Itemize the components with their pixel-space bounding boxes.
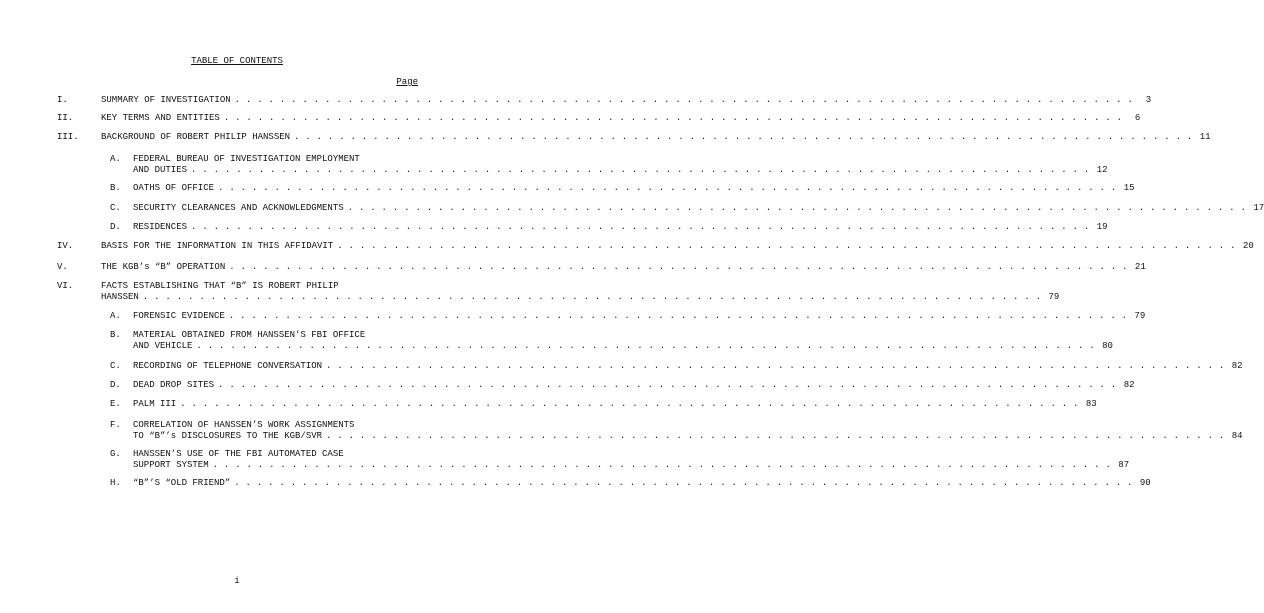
toc-entry-page: 11 (1199, 132, 1211, 142)
toc-entry-number: II. (57, 113, 74, 123)
toc-entry-number: F. (110, 420, 121, 430)
dot-leader: . . . . . . . . . . . . . . . . . . . . . . . . . . . . . . . . . . . . . . . . . . . . . . . . . . . . . . . . . . . . . . . . . . . . . . . . . . . . . . . . (228, 311, 1128, 321)
dot-leader: . . . . . . . . . . . . . . . . . . . . . . . . . . . . . . . . . . . . . . . . . . . . . . . . . . . . . . . . . . . . . . . . . . . . . . . . . . . . . . . . (191, 165, 1090, 175)
dot-leader: . . . . . . . . . . . . . . . . . . . . . . . . . . . . . . . . . . . . . . . . . . . . . . . . . . . . . . . . . . . . . . . . . . . . . . . . . . . . . . . . (142, 292, 1042, 302)
toc-entry-page: 6 (1134, 113, 1141, 123)
toc-entry-number: D. (110, 380, 121, 390)
toc-entry-text: MATERIAL OBTAINED FROM HANSSEN’S FBI OFFICE (133, 330, 366, 340)
toc-entry-page: 82 (1123, 380, 1135, 390)
dot-leader: . . . . . . . . . . . . . . . . . . . . . . . . . . . . . . . . . . . . . . . . . . . . . . . . . . . . . . . . . . . . . . . . . . . . . . . . . . . . . . . . (218, 380, 1117, 390)
toc-entry-text: DEAD DROP SITES (133, 380, 215, 390)
toc-title: TABLE OF CONTENTS (191, 56, 283, 66)
dot-leader: . . . . . . . . . . . . . . . . . . . . . . . . . . . . . . . . . . . . . . . . . . . . . . . . . . . . . . . . . . . . . . . . . . . . . . . . . . . . . . . . (223, 113, 1123, 123)
toc-entry-page: 3 (1145, 95, 1152, 105)
toc-entry-number: IV. (57, 241, 74, 251)
toc-entry-page: 80 (1102, 341, 1113, 351)
toc-entry-text: KEY TERMS AND ENTITIES (101, 113, 220, 123)
toc-entry-page: 20 (1242, 241, 1254, 251)
toc-entry-number: A. (110, 311, 121, 321)
dot-leader: . . . . . . . . . . . . . . . . . . . . . . . . . . . . . . . . . . . . . . . . . . . . . . . . . . . . . . . . . . . . . . . . . . . . . . . . . . . . . . . . (212, 460, 1112, 470)
toc-entry-text: BACKGROUND OF ROBERT PHILIP HANSSEN (101, 132, 291, 142)
toc-entry-text: RESIDENCES (133, 222, 188, 232)
toc-entry-number: A. (110, 154, 121, 164)
toc-entry-text: FORENSIC EVIDENCE (133, 311, 225, 321)
toc-entry-number: D. (110, 222, 121, 232)
toc-entry-page: 79 (1134, 311, 1146, 321)
toc-entry-page: 87 (1118, 460, 1130, 470)
toc-entry-number: I. (57, 95, 68, 105)
toc-entry-page: 82 (1231, 361, 1243, 371)
toc-entry-number: B. (110, 330, 121, 340)
dot-leader: . . . . . . . . . . . . . . . . . . . . . . . . . . . . . . . . . . . . . . . . . . . . . . . . . . . . . . . . . . . . . . . . . . . . . . . . . . . . . . . . (337, 241, 1236, 251)
toc-entry-text: HANSSEN’S USE OF THE FBI AUTOMATED CASE (133, 449, 344, 459)
toc-entry-page: 15 (1123, 183, 1135, 193)
toc-entry-text: BASIS FOR THE INFORMATION IN THIS AFFIDAVIT (101, 241, 334, 251)
dot-leader: . . . . . . . . . . . . . . . . . . . . . . . . . . . . . . . . . . . . . . . . . . . . . . . . . . . . . . . . . . . . . . . . . . . . . . . . . . . . . . . . (294, 132, 1193, 142)
toc-entry-text: SUPPORT SYSTEM (133, 460, 209, 470)
dot-leader: . . . . . . . . . . . . . . . . . . . . . . . . . . . . . . . . . . . . . . . . . . . . . . . . . . . . . . . . . . . . . . . . . . . . . . . . . . . . . . . . (229, 262, 1128, 272)
footer-page-number: i (234, 576, 240, 586)
toc-entry-page: 84 (1231, 431, 1243, 441)
toc-entry-text: SUMMARY OF INVESTIGATION (101, 95, 231, 105)
toc-entry-number: V. (57, 262, 68, 272)
toc-entry-number: E. (110, 399, 121, 409)
toc-entry-number: G. (110, 449, 121, 459)
toc-entry-text: RECORDING OF TELEPHONE CONVERSATION (133, 361, 323, 371)
dot-leader: . . . . . . . . . . . . . . . . . . . . . . . . . . . . . . . . . . . . . . . . . . . . . . . . . . . . . . . . . . . . . . . . . . . . . . . . . . . . . . . . (347, 203, 1247, 213)
toc-entry-text: SECURITY CLEARANCES AND ACKNOWLEDGMENTS (133, 203, 344, 213)
toc-entry-number: III. (57, 132, 79, 142)
toc-entry-text: OATHS OF OFFICE (133, 183, 215, 193)
toc-entry-number: C. (110, 361, 121, 371)
dot-leader: . . . . . . . . . . . . . . . . . . . . . . . . . . . . . . . . . . . . . . . . . . . . . . . . . . . . . . . . . . . . . . . . . . . . . . . . . . . . . . . . (218, 183, 1117, 193)
toc-entry-page: 90 (1139, 478, 1151, 488)
toc-entry-text: FEDERAL BUREAU OF INVESTIGATION EMPLOYMENT (133, 154, 360, 164)
toc-entry-text: AND DUTIES (133, 165, 188, 175)
toc-entry-text: AND VEHICLE (133, 341, 193, 351)
dot-leader: . . . . . . . . . . . . . . . . . . . . . . . . . . . . . . . . . . . . . . . . . . . . . . . . . . . . . . . . . . . . . . . . . . . . . . . . . . . . . . . . (326, 361, 1225, 371)
page-column-header: Page (396, 77, 418, 87)
dot-leader: . . . . . . . . . . . . . . . . . . . . . . . . . . . . . . . . . . . . . . . . . . . . . . . . . . . . . . . . . . . . . . . . . . . . . . . . . . . . . . . . (234, 95, 1134, 105)
toc-entry-number: B. (110, 183, 121, 193)
toc-entry-text: HANSSEN (101, 292, 139, 302)
toc-entry-text: “B”’S “OLD FRIEND” (133, 478, 231, 488)
toc-entry-number: C. (110, 203, 121, 213)
toc-entry-text: TO “B”’s DISCLOSURES TO THE KGB/SVR (133, 431, 323, 441)
toc-entry-page: 79 (1048, 292, 1060, 302)
toc-entry-text: PALM III (133, 399, 177, 409)
toc-entry-page: 19 (1096, 222, 1108, 232)
dot-leader: . . . . . . . . . . . . . . . . . . . . . . . . . . . . . . . . . . . . . . . . . . . . . . . . . . . . . . . . . . . . . . . . . . . . . . . . . . . . . . . . (196, 341, 1095, 351)
dot-leader: . . . . . . . . . . . . . . . . . . . . . . . . . . . . . . . . . . . . . . . . . . . . . . . . . . . . . . . . . . . . . . . . . . . . . . . . . . . . . . . . (191, 222, 1090, 232)
toc-entry-text: CORRELATION OF HANSSEN’S WORK ASSIGNMENTS (133, 420, 355, 430)
toc-entry-page: 83 (1085, 399, 1097, 409)
dot-leader: . . . . . . . . . . . . . . . . . . . . . . . . . . . . . . . . . . . . . . . . . . . . . . . . . . . . . . . . . . . . . . . . . . . . . . . . . . . . . . . . (180, 399, 1079, 409)
dot-leader: . . . . . . . . . . . . . . . . . . . . . . . . . . . . . . . . . . . . . . . . . . . . . . . . . . . . . . . . . . . . . . . . . . . . . . . . . . . . . . . . (234, 478, 1133, 488)
toc-entry-text: THE KGB’s “B” OPERATION (101, 262, 226, 272)
toc-entry-text: FACTS ESTABLISHING THAT “B” IS ROBERT PHILIP (101, 281, 339, 291)
toc-entry-page: 12 (1096, 165, 1108, 175)
toc-entry-page: 21 (1134, 262, 1146, 272)
toc-entry-page: 17 (1253, 203, 1264, 213)
toc-entry-number: VI. (57, 281, 74, 291)
toc-entry-number: H. (110, 478, 121, 488)
dot-leader: . . . . . . . . . . . . . . . . . . . . . . . . . . . . . . . . . . . . . . . . . . . . . . . . . . . . . . . . . . . . . . . . . . . . . . . . . . . . . . . . (326, 431, 1225, 441)
